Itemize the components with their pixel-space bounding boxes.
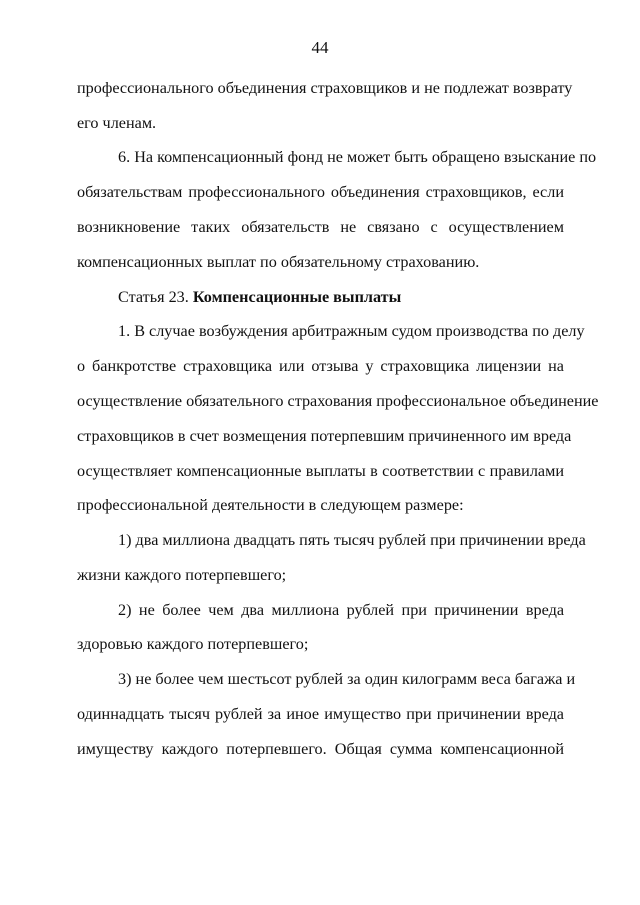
text-line: имуществу каждого потерпевшего. Общая сумма компенсационной xyxy=(77,740,564,758)
text-line: осуществляет компенсационные выплаты в соответствии с правилами xyxy=(77,462,564,480)
text-line: компенсационных выплат по обязательному страхованию. xyxy=(77,253,480,271)
text-line: его членам. xyxy=(77,114,157,132)
text-line: обязательствам профессионального объединения страховщиков, если xyxy=(77,183,564,201)
page-number: 44 xyxy=(311,38,329,57)
article-number: Статья 23. xyxy=(118,288,193,306)
paragraph-1-first-line: 1. В случае возбуждения арбитражным судом производства по делу xyxy=(118,322,585,340)
paragraph-6-first-line: 6. На компенсационный фонд не может быть обращено взыскание по xyxy=(118,148,597,166)
text-line: о банкротстве страховщика или отзыва у страховщика лицензии на xyxy=(77,357,564,375)
text-line: жизни каждого потерпевшего; xyxy=(77,566,287,584)
article-title: Компенсационные выплаты xyxy=(192,288,402,306)
text-line: страховщиков в счет возмещения потерпевшим причиненного им вреда xyxy=(77,427,572,445)
list-item-1-first-line: 1) два миллиона двадцать пять тысяч рублей при причинении вреда xyxy=(118,531,586,549)
text-line: профессиональной деятельности в следующем размере: xyxy=(77,496,464,514)
text-line: здоровью каждого потерпевшего; xyxy=(77,635,309,653)
article-heading xyxy=(118,287,401,307)
text-line: одиннадцать тысяч рублей за иное имущество при причинении вреда xyxy=(77,705,564,723)
text-line: осуществление обязательного страхования профессиональное объединение xyxy=(77,392,599,410)
list-item-3-first-line: 3) не более чем шестьсот рублей за один килограмм веса багажа и xyxy=(118,670,576,688)
text-line: возникновение таких обязательств не связано с осуществлением xyxy=(77,218,564,236)
text-line: профессионального объединения страховщиков и не подлежат возврату xyxy=(77,79,573,97)
list-item-2-first-line: 2) не более чем два миллиона рублей при причинении вреда xyxy=(118,601,564,619)
